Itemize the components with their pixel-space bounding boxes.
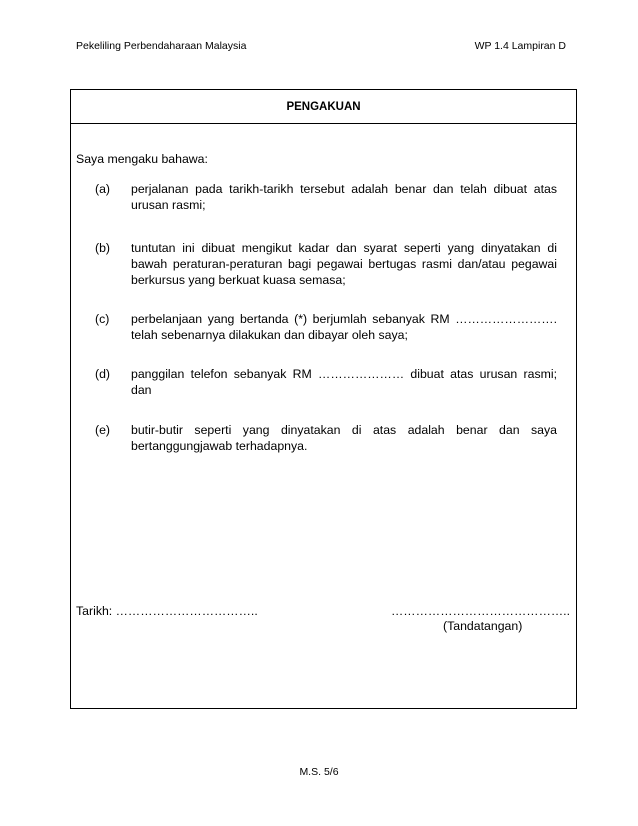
declaration-item-d <box>95 366 557 398</box>
declaration-item-c <box>95 311 557 343</box>
item-label: (b) <box>95 241 111 255</box>
date-field: Tarikh: …………………………….. <box>76 604 258 618</box>
declaration-item-e <box>95 422 557 454</box>
item-label: (a) <box>95 182 111 196</box>
header-document-title: Pekeliling Perbendaharaan Malaysia <box>76 40 247 52</box>
header-reference: WP 1.4 Lampiran D <box>474 40 566 52</box>
signature-line: …………………………………….. <box>391 604 570 618</box>
declaration-item-a <box>95 181 557 213</box>
item-label: (c) <box>95 312 110 326</box>
item-label: (d) <box>95 367 111 381</box>
signature-label: (Tandatangan) <box>443 619 523 633</box>
item-text: perjalanan pada tarikh-tarikh tersebut adalah benar dan telah dibuat atas urusan rasmi; <box>131 182 557 212</box>
declaration-item-b <box>95 240 557 288</box>
item-text: tuntutan ini dibuat mengikut kadar dan syarat seperti yang dinyatakan di bawah peraturan-peraturan bagi pegawai bertugas rasmi dan/atau pegawai berkursus yang berkuat kuasa semasa; <box>131 241 557 287</box>
item-label: (e) <box>95 423 111 437</box>
item-text: butir-butir seperti yang dinyatakan di atas adalah benar dan saya bertanggungjawab terhadapnya. <box>131 423 557 453</box>
declaration-intro: Saya mengaku bahawa: <box>76 152 208 166</box>
declaration-box <box>70 89 577 709</box>
item-text: panggilan telefon sebanyak RM ………………… dibuat atas urusan rasmi; dan <box>131 367 557 397</box>
item-text: perbelanjaan yang bertanda (*) berjumlah sebanyak RM ……………………. telah sebenarnya dilakukan dan dibayar oleh saya; <box>131 312 557 342</box>
page-number: M.S. 5/6 <box>299 766 339 778</box>
declaration-title: PENGAKUAN <box>71 90 576 124</box>
